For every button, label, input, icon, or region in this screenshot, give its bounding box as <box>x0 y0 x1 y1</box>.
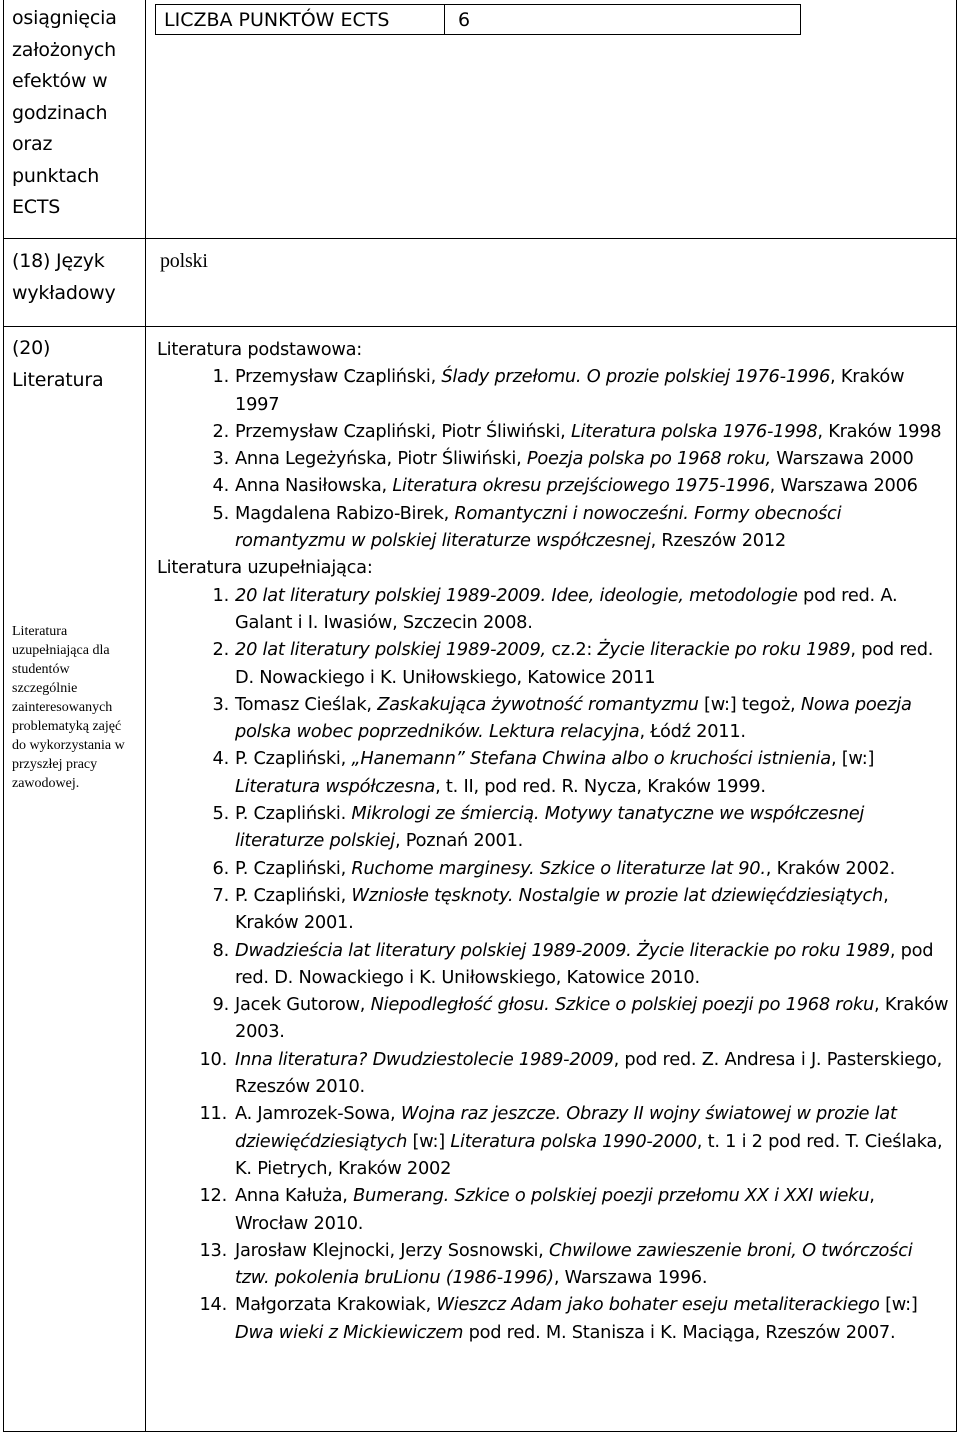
reference-number: 2. <box>212 420 229 442</box>
reference-item <box>157 800 949 855</box>
reference-item <box>157 1182 949 1237</box>
reference-title: „Hanemann” Stefana Chwina albo o kruchości istnienia <box>351 748 831 770</box>
reference-number: 1. <box>212 584 229 606</box>
reference-title: Chwilowe zawieszenie broni, O twórczości tzw. pokolenia bruLionu (1986-1996) <box>235 1239 913 1289</box>
reference-number: 7. <box>212 884 229 906</box>
literature-content <box>157 336 949 1346</box>
reference-title: Literatura polska 1990-2000 <box>450 1130 697 1152</box>
reference-item <box>157 500 949 555</box>
reference-title: Literatura okresu przejściowego 1975-1996 <box>392 475 770 497</box>
reference-text: , pod red. D. Nowackiego i K. Uniłowskiego, Katowice 2011 <box>235 639 934 688</box>
reference-text: P. Czapliński, <box>235 884 352 906</box>
reference-title: Literatura polska 1976-1998 <box>570 420 818 442</box>
reference-text: Przemysław Czapliński, <box>235 366 442 388</box>
reference-text: Anna Legeżyńska, Piotr Śliwiński, <box>235 448 527 470</box>
reference-item <box>157 937 949 992</box>
language-row-label: (18) Język wykładowy <box>12 250 116 304</box>
reference-title: Literatura współczesna <box>235 775 436 797</box>
reference-item <box>157 445 949 472</box>
supplementary-literature-list <box>157 582 949 1346</box>
reference-text: cz.2: <box>545 639 598 661</box>
reference-title: 20 lat literatury polskiej 1989-2009, <box>235 639 546 661</box>
reference-title: Zaskakująca żywotność romantyzmu <box>377 693 699 715</box>
reference-number: 5. <box>212 803 229 825</box>
reference-number: 13. <box>199 1239 227 1261</box>
reference-text: Warszawa 2000 <box>770 448 914 470</box>
reference-text: Anna Kałuża, <box>235 1185 354 1207</box>
reference-number: 10. <box>199 1048 227 1070</box>
basic-literature-heading: Literatura podstawowa: <box>157 339 363 360</box>
reference-number: 4. <box>212 748 229 770</box>
reference-text: , Kraków 2002. <box>765 857 896 879</box>
reference-text: Jacek Gutorow, <box>235 994 371 1016</box>
reference-text: Anna Nasiłowska, <box>235 475 393 497</box>
reference-item <box>157 1237 949 1292</box>
reference-text: [w:] <box>879 1294 918 1316</box>
reference-title: Wzniosłe tęsknoty. Nostalgie w prozie lat dziewięćdziesiątych <box>351 884 884 906</box>
reference-title: Ruchome marginesy. Szkice o literaturze lat 90. <box>351 857 766 879</box>
reference-title: Wieszcz Adam jako bohater eseju metaliterackiego <box>436 1294 880 1316</box>
reference-text: , [w:] <box>830 748 875 770</box>
reference-title: Niepodległość głosu. Szkice o polskiej poezji po 1968 roku <box>370 994 875 1016</box>
table-border-left <box>3 0 4 1432</box>
ects-points-title: LICZBA PUNKTÓW ECTS <box>164 9 390 31</box>
reference-title: Wojna raz jeszcze. Obrazy II wojny światowej w prozie lat dziewięćdziesiątych <box>235 1103 897 1152</box>
reference-text: , Łódź 2011. <box>639 721 746 743</box>
table-border-right <box>956 0 957 1432</box>
reference-title: Mikrologi ze śmiercią. Motywy tanatyczne we współczesnej literaturze polskiej <box>235 803 865 852</box>
reference-number: 2. <box>212 639 229 661</box>
reference-number: 14. <box>199 1294 227 1316</box>
reference-text: A. Jamrozek-Sowa, <box>235 1103 401 1125</box>
reference-item <box>157 1046 949 1101</box>
reference-number: 3. <box>212 693 229 715</box>
ects-points-box <box>155 4 801 35</box>
reference-number: 4. <box>212 475 229 497</box>
reference-title: Życie literackie po roku 1989 <box>597 639 851 661</box>
reference-number: 5. <box>212 502 229 524</box>
reference-text: P. Czapliński, <box>235 857 352 879</box>
reference-item <box>157 582 949 637</box>
ects-points-value: 6 <box>458 9 471 31</box>
reference-text: Przemysław Czapliński, Piotr Śliwiński, <box>235 420 571 442</box>
basic-literature-list <box>157 363 949 554</box>
reference-text: , Kraków 2001. <box>235 884 889 934</box>
reference-number: 9. <box>212 994 229 1016</box>
reference-item <box>157 363 949 418</box>
reference-title: Poezja polska po 1968 roku, <box>526 448 771 470</box>
reference-title: Romantyczni i nowocześni. Formy obecności romantyzmu w polskiej literaturze współczesnej <box>235 502 842 552</box>
reference-text: , Kraków 2003. <box>235 994 949 1043</box>
reference-item <box>157 991 949 1046</box>
reference-text: , Poznań 2001. <box>394 830 524 852</box>
table-border-bottom <box>3 1431 957 1432</box>
reference-text: Jarosław Klejnocki, Jerzy Sosnowski, <box>235 1239 549 1261</box>
reference-text: , pod red. Z. Andresa i J. Pasterskiego, Rzeszów 2010. <box>235 1048 943 1098</box>
reference-text: , Kraków 1997 <box>235 366 905 415</box>
reference-title: Nowa poezja polska wobec poprzedników. Lektura relacyjna <box>235 693 912 743</box>
reference-text: pod red. M. Stanisza i K. Maciąga, Rzeszów 2007. <box>463 1321 896 1343</box>
supplementary-literature-note: Literatura uzupełniająca dla studentów szczególnie zainteresowanych problematyką zajęć do wykorzystania w przyszłej pracy zawodowej. <box>12 624 125 791</box>
reference-text: , Warszawa 2006 <box>769 475 918 497</box>
language-value: polski <box>160 250 208 272</box>
reference-text: [w:] tegoż, <box>698 693 801 715</box>
reference-text: P. Czapliński, <box>235 748 352 770</box>
reference-title: Inna literatura? Dwudziestolecie 1989-2009 <box>235 1048 614 1070</box>
reference-title: Bumerang. Szkice o polskiej poezji przełomu XX i XXI wieku <box>353 1185 870 1207</box>
reference-item <box>157 1291 949 1346</box>
ects-row-label: osiągnięcia założonych efektów w godzinach oraz punktach ECTS <box>12 7 117 218</box>
reference-text: , Kraków 1998 <box>817 420 942 442</box>
reference-text: Magdalena Rabizo-Birek, <box>235 502 455 524</box>
reference-text: , Wrocław 2010. <box>235 1185 875 1234</box>
reference-item <box>157 691 949 746</box>
reference-number: 6. <box>212 857 229 879</box>
reference-text: , Rzeszów 2012 <box>650 530 786 552</box>
reference-item <box>157 472 949 499</box>
supplementary-literature-heading: Literatura uzupełniająca: <box>157 557 373 579</box>
reference-item <box>157 418 949 445</box>
literature-row-label: (20) Literatura <box>12 337 104 391</box>
reference-text: pod red. A. Galant i I. Iwasiów, Szczecin 2008. <box>235 584 898 633</box>
reference-text: , pod red. D. Nowackiego i K. Uniłowskiego, Katowice 2010. <box>235 939 934 988</box>
reference-title: 20 lat literatury polskiej 1989-2009. Idee, ideologie, metodologie <box>235 584 798 606</box>
reference-number: 3. <box>212 448 229 470</box>
reference-number: 11. <box>199 1103 227 1125</box>
reference-item <box>157 745 949 800</box>
reference-title: Ślady przełomu. O prozie polskiej 1976-1996 <box>441 366 831 388</box>
reference-text: [w:] <box>407 1130 451 1152</box>
reference-text: Tomasz Cieślak, <box>235 693 378 715</box>
reference-number: 12. <box>199 1185 227 1207</box>
reference-title: Dwadzieścia lat literatury polskiej 1989-2009. Życie literackie po roku 1989 <box>235 939 890 961</box>
reference-text: P. Czapliński. <box>235 803 352 825</box>
row-divider-1 <box>3 238 957 239</box>
reference-text: , Warszawa 1996. <box>553 1267 708 1289</box>
reference-number: 1. <box>212 366 229 388</box>
reference-item <box>157 1100 949 1182</box>
reference-text: , t. II, pod red. R. Nycza, Kraków 1999. <box>435 775 766 797</box>
reference-item <box>157 855 949 882</box>
row-divider-2 <box>3 326 957 327</box>
reference-text: , t. 1 i 2 pod red. T. Cieślaka, K. Pietrych, Kraków 2002 <box>235 1130 943 1179</box>
reference-title: Dwa wieki z Mickiewiczem <box>235 1321 464 1343</box>
ects-box-divider <box>444 5 445 34</box>
table-column-divider <box>145 0 146 1432</box>
reference-item <box>157 636 949 691</box>
reference-item <box>157 882 949 937</box>
reference-number: 8. <box>212 939 229 961</box>
reference-text: Małgorzata Krakowiak, <box>235 1294 437 1316</box>
